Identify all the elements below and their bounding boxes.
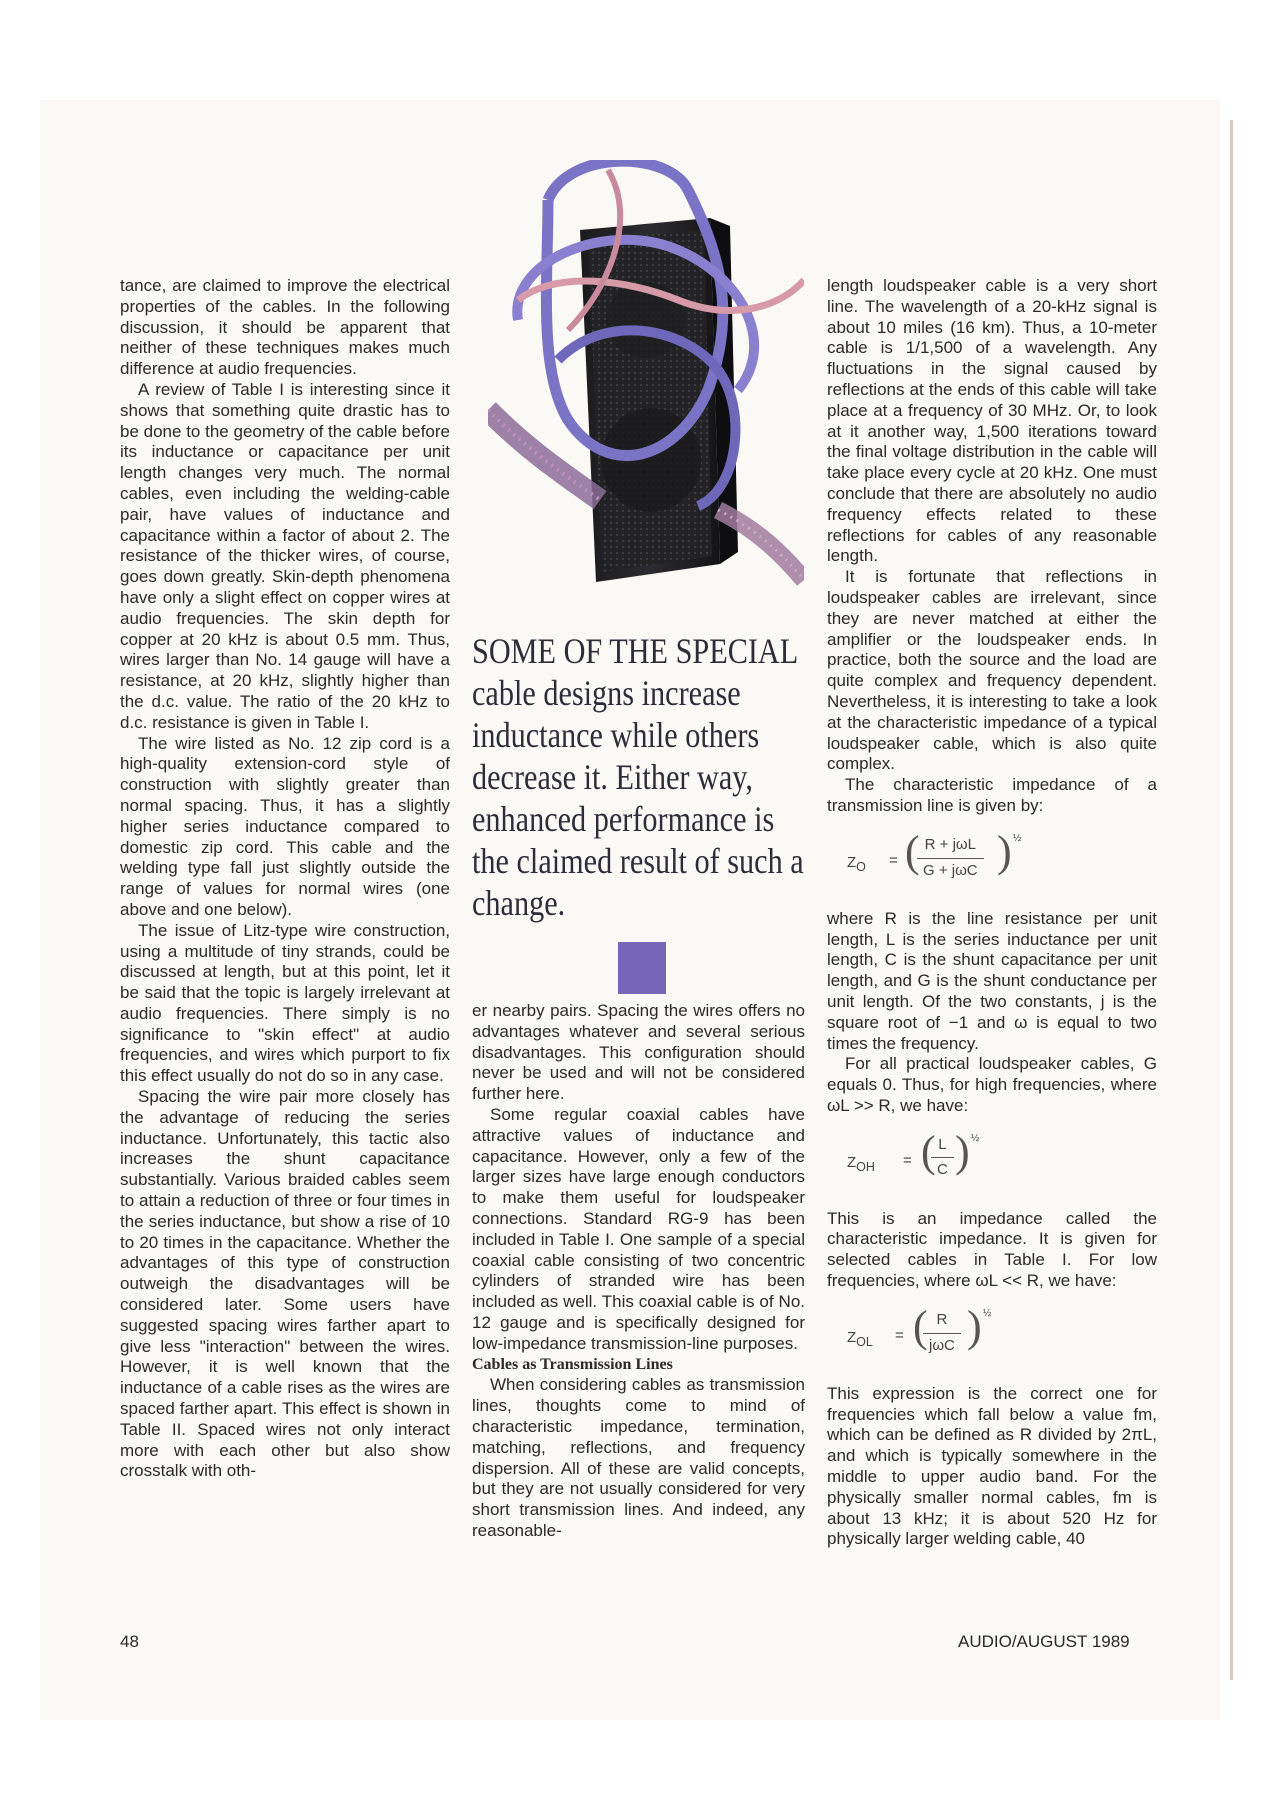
paragraph: er nearby pairs. Spacing the wires offers no advantages whatever and several serious disadvantages. This configuration should never be used and will not be considered further here. <box>472 1001 805 1104</box>
formula-fraction: $\frac{L}{C}$ <box>931 1135 954 1182</box>
formula-equals: = <box>895 1326 904 1344</box>
paragraph: This expression is the correct one for frequencies which fall below a value fm, which can be defined as R divided by 2πL, and which is typically somewhere in the middle to upper audio band. For the physically smaller normal cables, fm is about 13 kHz; it is about 520 Hz for physically larger welding cable, 40 <box>827 1383 1157 1549</box>
decorative-square <box>618 942 666 994</box>
paragraph: Spacing the wire pair more closely has the advantage of reducing the series inductance. Unfortunately, this tactic also increases the shunt capacitance substantially. Various braided cables seem to attain a reduction of three or four times in the series inductance, but show a rise of 10 to 20 times in the capacitance. Whether the advantages of this type of construction outweigh the disadvantages will be considered later. Some users have suggested spacing wires farther apart to give less "interaction" between the wires. However, it is well known that the inductance of a cable rises as the wires are spaced farther apart. This effect is shown in Table II. Spaced wires not only interact more with each other but also show crosstalk with oth- <box>120 1087 450 1481</box>
paragraph: The issue of Litz-type wire construction, using a multitude of tiny strands, could be discussed at length, but at this point, let it be said that the topic is largely irrelevant at audio frequencies. There simply is no significance to "skin effect" at audio frequencies, and wires which purport to fix this effect usually do not do so in any case. <box>120 920 450 1086</box>
paren-left: ( <box>913 1301 928 1351</box>
issue-label: AUDIO/AUGUST 1989 <box>958 1632 1130 1651</box>
paragraph: The characteristic impedance of a transmission line is given by: <box>827 775 1157 815</box>
paragraph: For all practical loudspeaker cables, G equals 0. Thus, for high frequencies, where ωL >> R, we have: <box>827 1054 1157 1115</box>
text-column-3 <box>827 276 1157 1550</box>
text-column-1 <box>120 276 450 1482</box>
pull-quote-text: cable designs increase inductance while others decrease it. Either way, enhanced performance is the claimed result of such a change. <box>472 673 804 923</box>
speaker-cable-photo <box>488 160 804 606</box>
paren-left: ( <box>905 826 920 876</box>
formula-equals: = <box>889 851 898 869</box>
formula-zo <box>827 817 1157 909</box>
paragraph: where R is the line resistance per unit length, L is the series inductance per unit length, C is the shunt capacitance per unit length, and G is the shunt conductance per unit length. Of the two constants, j is the square root of −1 and ω is equal to two times the frequency. <box>827 908 1157 1053</box>
formula-exponent: ½ <box>971 1132 980 1144</box>
paragraph: A review of Table I is interesting since it shows that something quite drastic has to be done to the geometry of the cable before its inductance or capacitance per unit length changes very much. The normal cables, even including the welding-cable pair, have values of inductance and capacitance within a factor of about 2. The resistance of the thicker wires, of course, goes down greatly. Skin-depth phenomena have only a slight effect on copper wires at audio frequencies. The skin depth for copper at 20 kHz is about 0.5 mm. Thus, wires larger than No. 14 gauge will have a resistance, at 20 kHz, slightly higher than the d.c. value. The ratio of the 20 kHz to d.c. resistance is given in Table I. <box>120 379 450 732</box>
pull-quote <box>472 630 812 924</box>
page-number: 48 <box>120 1632 139 1651</box>
formula-zol <box>827 1292 1157 1384</box>
formula-exponent: ½ <box>983 1307 992 1319</box>
text-column-2 <box>472 1001 805 1542</box>
paragraph: length loudspeaker cable is a very short line. The wavelength of a 20-kHz signal is about 10 miles (16 km). Thus, a 10-meter cable is 1/1,500 of a wavelength. Any fluctuations in the signal caused by reflections at the ends of this cable will take place at a frequency of 30 MHz. Or, to look at it another way, 1,500 iterations toward the final voltage distribution in the cable will take place every cycle at 20 kHz. One must conclude that there are absolutely no audio frequency effects related to these reflections for cables of any reasonable length. <box>827 276 1157 566</box>
paragraph: Some regular coaxial cables have attractive values of inductance and capacitance. However, only a few of the larger sizes have large enough conductors to make them useful for loudspeaker connections. Standard RG-9 has been included in Table I. One sample of a special coaxial cable consisting of two concentric cylinders of stranded wire has been included as well. This coaxial cable is of No. 12 gauge and is specifically designed for low-impedance transmission-line purposes. <box>472 1104 805 1353</box>
formula-fraction: R jωC <box>923 1310 961 1357</box>
paren-right: ) <box>967 1301 982 1351</box>
paren-left: ( <box>921 1126 936 1176</box>
paragraph: It is fortunate that reflections in loudspeaker cables are irrelevant, since they are never matched at either the amplifier or the loudspeaker ends. In practice, both the source and the load are quite complex and frequency dependent. Nevertheless, it is interesting to take a look at the characteristic impedance of a typical loudspeaker cable, which is also quite complex. <box>827 567 1157 774</box>
formula-exponent: ½ <box>1013 832 1022 844</box>
paragraph: tance, are claimed to improve the electrical properties of the cables. In the following discussion, it should be apparent that neither of these techniques makes much difference at audio frequencies. <box>120 276 450 379</box>
paren-right: ) <box>997 826 1012 876</box>
page-edge <box>1230 120 1233 1680</box>
paragraph: This is an impedance called the characteristic impedance. It is given for selected cables in Table I. For low frequencies, where ωL << R, we have: <box>827 1208 1157 1291</box>
formula-zoh <box>827 1117 1157 1209</box>
pull-quote-lead: SOME OF THE SPECIAL <box>472 631 798 671</box>
paren-right: ) <box>955 1126 970 1176</box>
formula-fraction: R + jωL G + jωC <box>917 835 984 882</box>
section-heading: Cables as Transmission Lines <box>472 1355 673 1373</box>
formula-lhs: $Z_{OH}$ <box>847 1153 875 1174</box>
formula-equals: = <box>903 1151 912 1169</box>
formula-lhs: $Z_{OL}$ <box>847 1328 873 1349</box>
paragraph: When considering cables as transmission lines, thoughts come to mind of characteristic impedance, termination, matching, reflections, and frequency dispersion. All of these are valid concepts, but they are not usually considered for very short transmission lines. And indeed, any reasonable- <box>472 1375 805 1540</box>
formula-lhs: $Z_O$ <box>847 853 866 874</box>
paragraph: The wire listed as No. 12 zip cord is a high-quality extension-cord style of construction with slightly greater than normal spacing. Thus, it has a slightly higher series inductance compared to domestic zip cord. This cable and the welding type fall just slightly outside the range of values for normal wires (one above and one below). <box>120 733 450 919</box>
